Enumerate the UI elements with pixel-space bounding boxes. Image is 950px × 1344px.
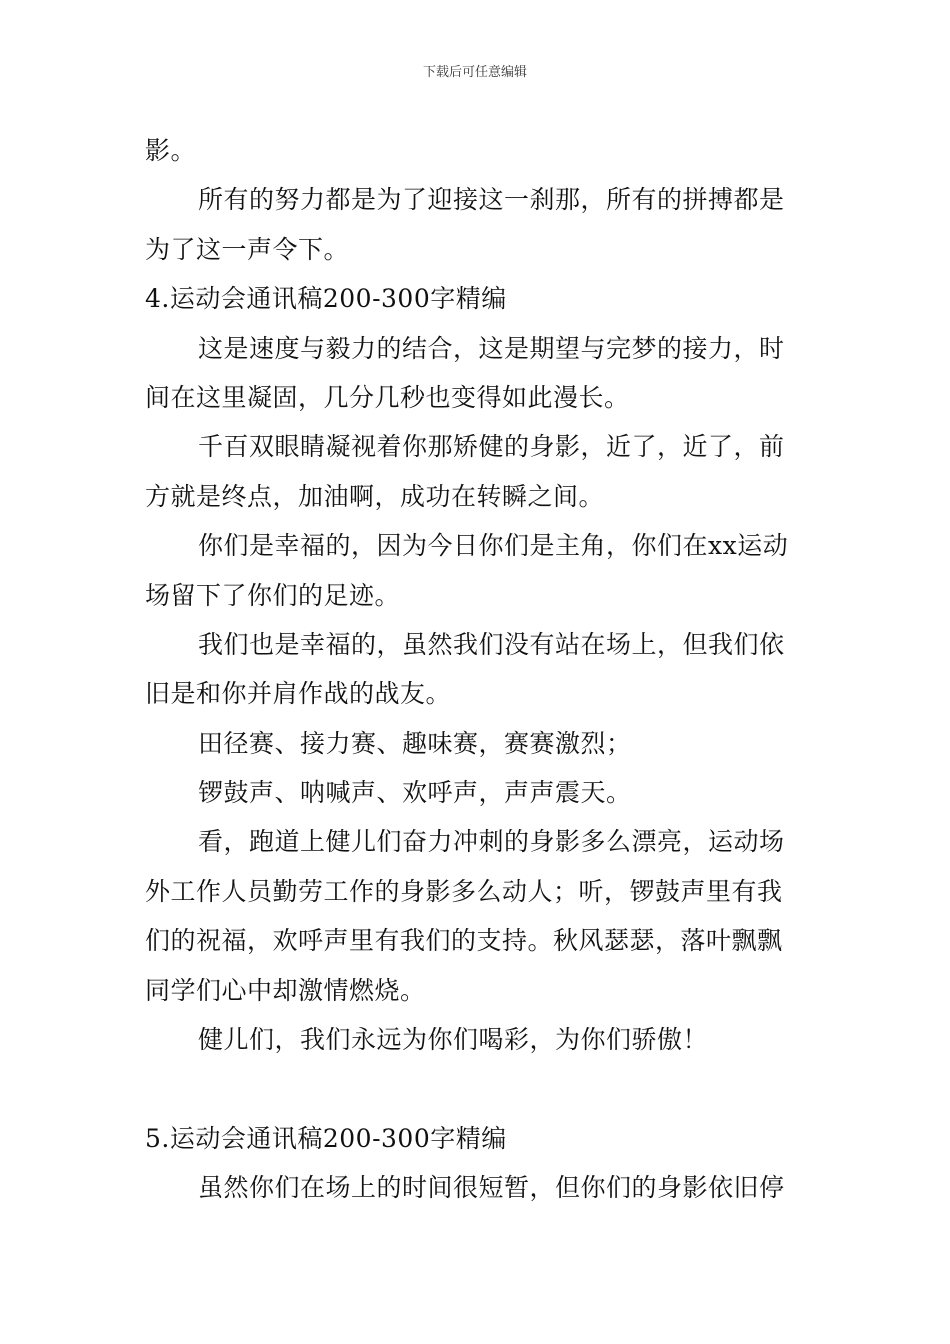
text-line: 方就是终点，加油啊，成功在转瞬之间。 bbox=[145, 481, 605, 511]
page-header: 下载后可任意编辑 bbox=[422, 65, 527, 80]
paragraph-line: 我们也是幸福的，虽然我们没有站在场上，但我们依 bbox=[198, 629, 785, 659]
text-line: 旧是和你并肩作战的战友。 bbox=[145, 679, 452, 709]
section-heading: 5.运动会通讯稿200-300字精编 bbox=[145, 1123, 507, 1153]
paragraph-line: 虽然你们在场上的时间很短暂，但你们的身影依旧停 bbox=[198, 1173, 785, 1203]
paragraph-line: 田径赛、接力赛、趣味赛，赛赛激烈； bbox=[198, 728, 632, 758]
paragraph-line: 千百双眼睛凝视着你那矫健的身影，近了，近了，前 bbox=[198, 432, 785, 462]
document-body bbox=[145, 126, 810, 1213]
paragraph-line: 你们是幸福的，因为今日你们是主角，你们在xx运动 bbox=[198, 531, 789, 561]
paragraph-line: 健儿们，我们永远为你们喝彩，为你们骄傲！ bbox=[198, 1025, 709, 1055]
paragraph-line: 看，跑道上健儿们奋力冲刺的身影多么漂亮，运动场 bbox=[198, 827, 785, 857]
section-heading: 4.运动会通讯稿200-300字精编 bbox=[145, 284, 507, 314]
paragraph-line: 这是速度与毅力的结合，这是期望与完梦的接力，时 bbox=[198, 333, 785, 363]
text-line: 外工作人员勤劳工作的身影多么动人；听，锣鼓声里有我 bbox=[145, 876, 783, 906]
text-line: 们的祝福，欢呼声里有我们的支持。秋风瑟瑟，落叶飘飘 bbox=[145, 926, 783, 956]
paragraph-line: 所有的努力都是为了迎接这一刹那，所有的拼搏都是 bbox=[198, 185, 785, 215]
text-line: 场留下了你们的足迹。 bbox=[145, 580, 401, 610]
blank-line bbox=[145, 1064, 810, 1113]
text-line: 同学们心中却激情燃烧。 bbox=[145, 975, 426, 1005]
text-line: 间在这里凝固，几分几秒也变得如此漫长。 bbox=[145, 382, 630, 412]
text-line: 为了这一声令下。 bbox=[145, 234, 350, 264]
paragraph-line: 锣鼓声、呐喊声、欢呼声，声声震天。 bbox=[198, 778, 632, 808]
text-line: 影。 bbox=[145, 136, 197, 165]
